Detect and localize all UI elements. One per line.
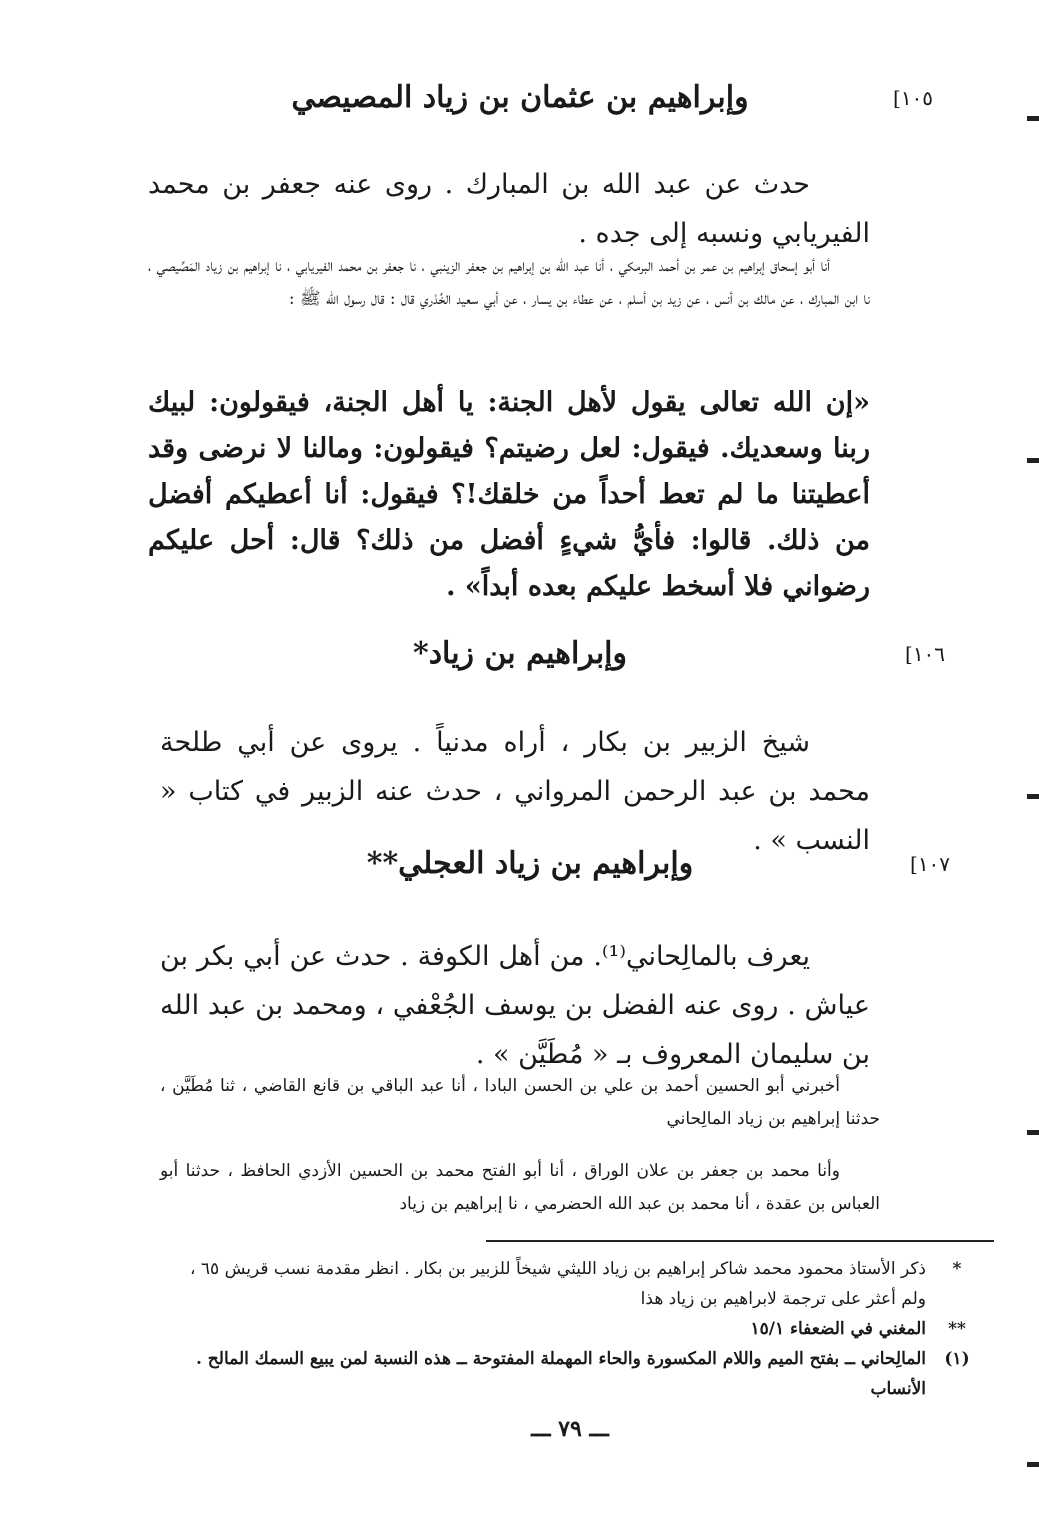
entry-number: [١٠٦ — [905, 642, 946, 666]
isnad-text: أخبرني أبو الحسين أحمد بن علي بن الحسن البادا ، أنا عبد الباقي بن قانع القاضي ، ثنا مُطَيَّن ، حدثنا إبراهيم بن زياد المالِحاني — [160, 1076, 880, 1129]
entry-title: وإبراهيم بن عثمان بن زياد المصيصي — [291, 80, 749, 115]
entry-intro: حدث عن عبد الله بن المبارك . روى عنه جعفر بن محمد الفيريابي ونسبه إلى جده . — [148, 169, 870, 249]
entry-number: [١٠٥ — [893, 86, 934, 110]
isnad-text: أنا أبو إسحاق إبراهيم بن عمر بن أحمد البرمكي ، أنا عبد الله بن إبراهيم بن جعفر الزينبي ، نا جعفر بن محمد الفيريابي ، نا إبراهيم بن زياد المَصِّيصي ، نا ابن المبارك ، عن مالك بن أنس ، عن زيد بن أسلم ، عن عطاء بن يسار ، عن أبي سعيد الخُدْري قال : قال رسول الله ﷺ : — [148, 256, 870, 309]
footnote — [160, 1344, 970, 1404]
entry-title: وإبراهيم بن زياد* — [413, 636, 627, 671]
footnote-text: المغني في الضعفاء ١٥/١ — [750, 1319, 926, 1339]
footnote-divider — [486, 1240, 994, 1242]
footnote-text: ذكر الأستاذ محمود محمد شاكر إبراهيم بن زياد الليثي شيخاً للزبير بن بكار . انظر مقدمة نسب قريش ٦٥ ، ولم أعثر على ترجمة لابراهيم بن زياد هذا — [190, 1259, 926, 1309]
scan-edge-mark — [1027, 1462, 1039, 1467]
entry-intro: يعرف بالمالِحاني⁽¹⁾. من أهل الكوفة . حدث عن أبي بكر بن عياش . روى عنه الفضل بن يوسف الجُعْفي ، ومحمد بن عبد الله بن سليمان المعروف بـ « مُطَيَّن » . — [160, 941, 870, 1070]
isnad-text: وأنا محمد بن جعفر بن علان الوراق ، أنا أبو الفتح محمد بن الحسين الأزدي الحافظ ، حدثنا أبو العباس بن عقدة ، أنا محمد بن عبد الله الحضرمي ، نا إبراهيم بن زياد — [160, 1161, 880, 1214]
scan-edge-mark — [1027, 116, 1039, 121]
footnote-mark: (١) — [944, 1349, 970, 1369]
footnote — [160, 1314, 970, 1344]
footnote-text: المالِحاني ــ بفتح الميم واللام المكسورة والحاء المهملة المفتوحة ــ هذه النسبة لمن يبيع السمك المالح . الأنساب — [195, 1349, 926, 1399]
footnote-mark: ** — [948, 1319, 966, 1339]
entry-intro: شيخ الزبير بن بكار ، أراه مدنياً . يروى عن أبي طلحة محمد بن عبد الرحمن المرواني ، حدث عنه الزبير في كتاب « النسب » . — [160, 727, 870, 856]
scan-edge-mark — [1027, 794, 1039, 799]
footnote — [160, 1254, 970, 1314]
page-number: ـــ ٧٩ ـــ — [531, 1416, 609, 1442]
entry-number: [١٠٧ — [910, 852, 951, 876]
scan-edge-mark — [1027, 458, 1039, 463]
footnote-mark: * — [952, 1259, 962, 1279]
footnotes — [160, 1254, 970, 1404]
entry-title: وإبراهيم بن زياد العجلي** — [366, 846, 694, 881]
hadith-text: «إن الله تعالى يقول لأهل الجنة: يا أهل الجنة، فيقولون: لبيك ربنا وسعديك. فيقول: لعل رضيتم؟ فيقولون: ومالنا لا نرضى وقد أعطيتنا ما لم تعط أحداً من خلقك!؟ فيقول: أنا أعطيكم أفضل من ذلك. قالوا: فأيُّ شيءٍ أفضل من ذلك؟ قال: أحل عليكم رضواني فلا أسخط عليكم بعده أبداً» . — [148, 387, 870, 602]
scan-edge-mark — [1027, 1130, 1039, 1135]
